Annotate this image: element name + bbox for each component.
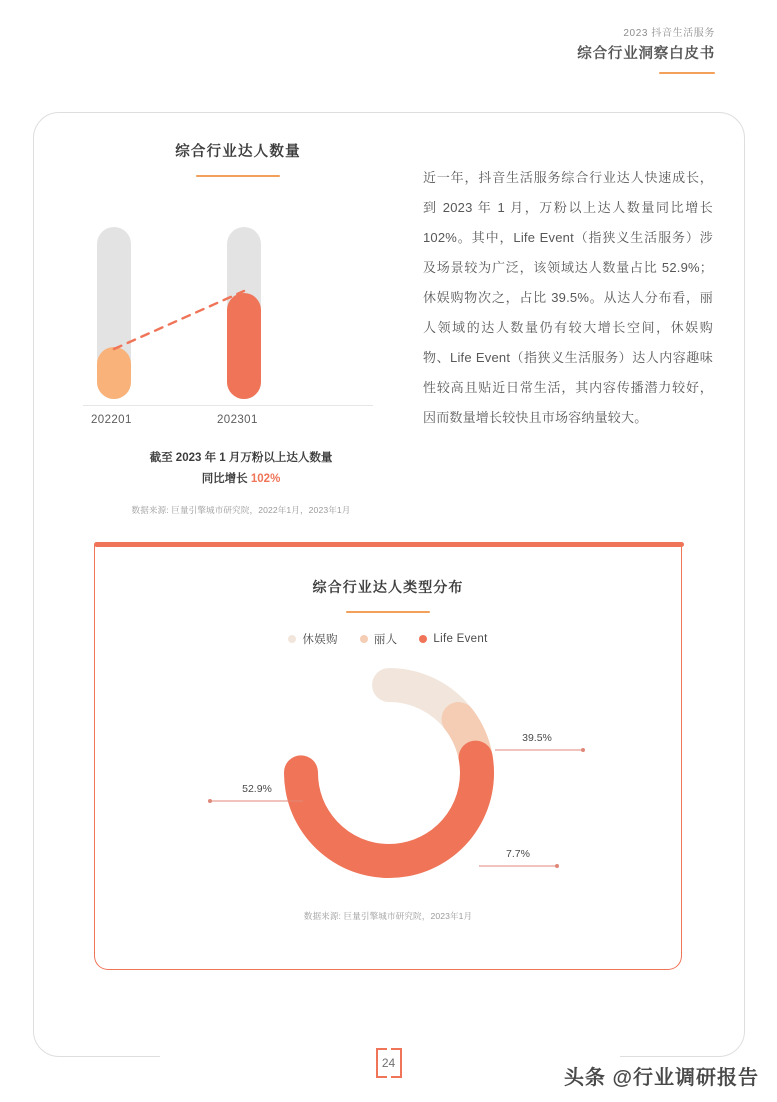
donut-chart-legend	[95, 631, 681, 647]
legend-item-xiuyugou	[288, 631, 337, 647]
legend-dot-icon-xiuyugou	[288, 635, 296, 643]
bar-chart-source: 数据来源: 巨量引擎城市研究院，2022年1月，2023年1月	[131, 505, 351, 515]
legend-item-liren	[360, 631, 398, 647]
donut-chart-title-rule	[346, 611, 430, 613]
donut-label-xiuyugou: 39.5%	[522, 732, 552, 744]
watermark: 头条 @行业调研报告	[563, 1067, 759, 1089]
bar-caption-prefix: 同比增长	[201, 473, 251, 485]
legend-dot-icon-liren	[360, 635, 368, 643]
axis-tick-202301: 202301	[217, 414, 258, 426]
bar-caption-line2	[79, 469, 403, 490]
legend-label-liren: 丽人	[373, 634, 398, 646]
bar-chart-plot	[73, 199, 403, 399]
bar-chart-caption	[73, 448, 403, 490]
donut-label-liren: 7.7%	[506, 848, 530, 860]
donut-callout-liren	[479, 848, 559, 868]
page-number-badge	[376, 1048, 402, 1078]
donut-chart-plot	[95, 651, 683, 906]
analysis-paragraph: 近一年，抖音生活服务综合行业达人快速成长，到 2023 年 1 月，万粉以上达人数量同比增长 102%。其中，Life Event（指狭义生活服务）涉及场景较为广泛，该领域达人数量占比 52.9%；休娱购物次之，占比 39.5%。从达人分布看，丽人领域的达人数量仍有较大增长空间，休娱购物、Life Event（指狭义生活服务）达人内容趣味性较高且贴近日常生活，其内容传播潜力较好，因而数量增长较快且市场容纳量较大。	[423, 170, 713, 425]
bar-chart-axis-labels	[73, 414, 403, 436]
bar-caption-growth-value: 102%	[250, 473, 281, 485]
axis-tick-202201: 202201	[91, 414, 132, 426]
bar-track-202201	[97, 227, 131, 399]
bar-track-202301	[227, 227, 261, 399]
header-title: 综合行业洞察白皮书	[577, 46, 715, 62]
bar-fill-202201	[97, 347, 131, 399]
donut-callout-xiuyugou	[495, 732, 585, 752]
page-header	[577, 26, 715, 74]
bar-chart-title-rule	[196, 175, 280, 177]
bar-caption-line1: 截至 2023 年 1 月万粉以上达人数量	[149, 452, 333, 464]
bar-chart-axis	[83, 405, 373, 406]
legend-label-xiuyugou: 休娱购	[302, 634, 338, 646]
legend-label-life-event: Life Event	[433, 633, 488, 645]
donut-chart-card	[94, 545, 682, 970]
page-number-text: 24	[381, 1056, 396, 1070]
donut-chart-svg	[95, 651, 683, 906]
analysis-paragraph-block	[423, 150, 713, 446]
donut-chart-source: 数据来源: 巨量引擎城市研究院，2023年1月	[303, 911, 473, 921]
legend-dot-icon-life-event	[419, 635, 427, 643]
bar-fill-202301	[227, 293, 261, 399]
bar-chart-title: 综合行业达人数量	[175, 144, 301, 160]
header-subtitle: 2023 抖音生活服务	[623, 28, 715, 39]
legend-item-life-event	[419, 633, 487, 645]
header-accent-rule	[659, 72, 715, 74]
bar-chart-block	[73, 140, 403, 516]
top-section	[33, 112, 745, 515]
donut-chart-title: 综合行业达人类型分布	[312, 579, 464, 595]
donut-label-life-event: 52.9%	[242, 783, 272, 795]
donut-card-top-accent	[94, 542, 684, 547]
